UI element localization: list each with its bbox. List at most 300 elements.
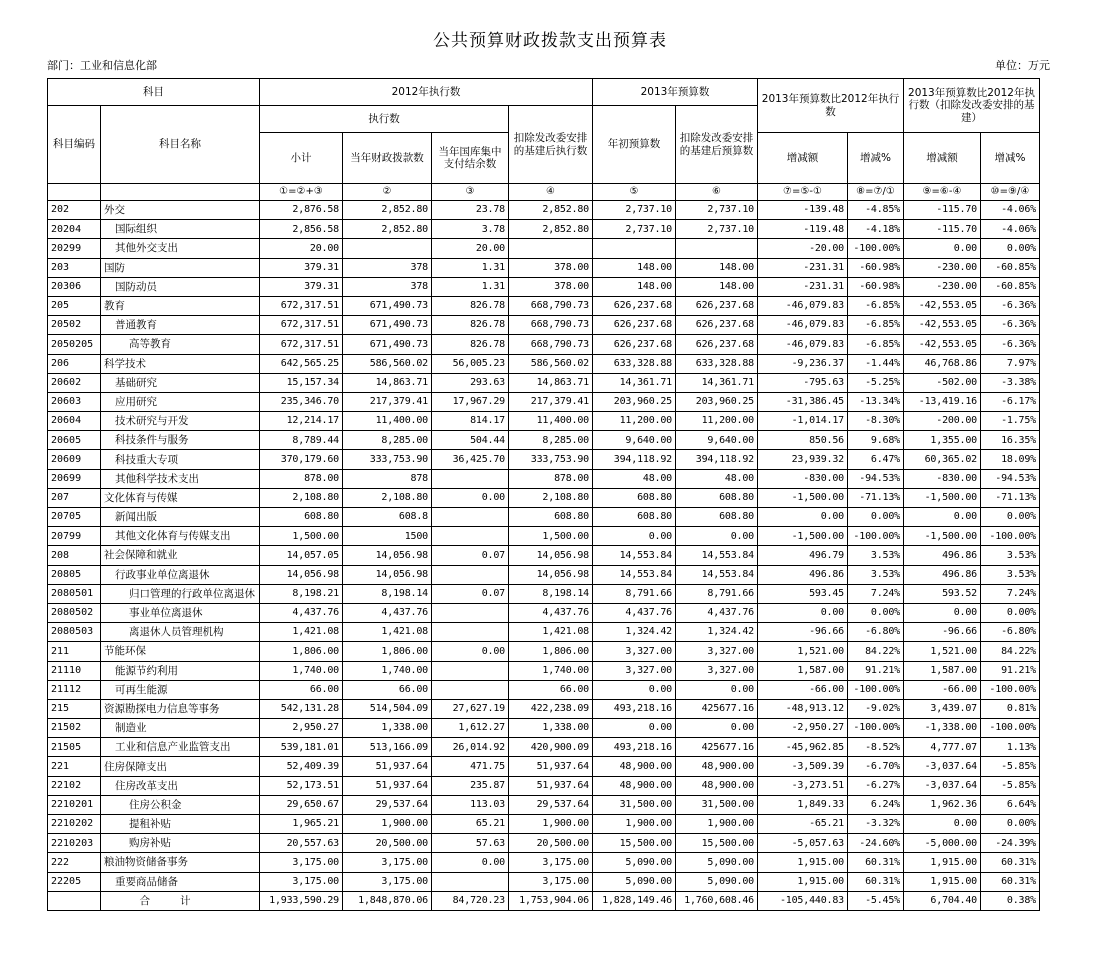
value-cell: 514,504.09 xyxy=(343,699,432,718)
subject-code-cell: 21502 xyxy=(48,719,101,738)
subject-code-cell: 2080501 xyxy=(48,584,101,603)
subject-code-cell: 20204 xyxy=(48,220,101,239)
value-cell: 3,175.00 xyxy=(509,872,593,891)
value-cell: 8,791.66 xyxy=(676,584,758,603)
subject-name-cell: 其他文化体育与传媒支出 xyxy=(101,527,260,546)
value-cell: 4,437.76 xyxy=(343,603,432,622)
value-cell: 1,915.00 xyxy=(758,872,848,891)
value-cell: 20,500.00 xyxy=(509,834,593,853)
value-cell: 333,753.90 xyxy=(343,450,432,469)
value-cell: 217,379.41 xyxy=(343,392,432,411)
value-cell: -6.85% xyxy=(848,335,904,354)
value-cell: 668,790.73 xyxy=(509,296,593,315)
subject-name-cell: 离退休人员管理机构 xyxy=(101,623,260,642)
value-cell: 626,237.68 xyxy=(593,296,676,315)
value-cell: 2,737.10 xyxy=(593,201,676,220)
table-row xyxy=(48,757,1040,776)
value-cell: 6.24% xyxy=(848,795,904,814)
value-cell: -502.00 xyxy=(904,373,981,392)
value-cell: 14,553.84 xyxy=(593,565,676,584)
value-cell xyxy=(593,239,676,258)
value-cell: -5.25% xyxy=(848,373,904,392)
value-cell: 17,967.29 xyxy=(432,392,509,411)
value-cell: 15,157.34 xyxy=(260,373,343,392)
table-row xyxy=(48,508,1040,527)
value-cell: 2,852.80 xyxy=(343,220,432,239)
value-cell: 2,876.58 xyxy=(260,201,343,220)
value-cell: 8,198.21 xyxy=(260,584,343,603)
value-cell: 0.00 xyxy=(904,815,981,834)
subject-code-cell: 211 xyxy=(48,642,101,661)
subject-code-cell: 2080502 xyxy=(48,603,101,622)
value-cell: -31,386.45 xyxy=(758,392,848,411)
subject-code-cell: 207 xyxy=(48,488,101,507)
value-cell: 1,900.00 xyxy=(343,815,432,834)
value-cell: 11,200.00 xyxy=(593,412,676,431)
value-cell: -231.31 xyxy=(758,277,848,296)
value-cell: -115.70 xyxy=(904,201,981,220)
value-cell: -100.00% xyxy=(981,527,1040,546)
value-cell: 1500 xyxy=(343,527,432,546)
subject-name-cell: 住房改革支出 xyxy=(101,776,260,795)
subject-code-cell: 20306 xyxy=(48,277,101,296)
value-cell: 12,214.17 xyxy=(260,412,343,431)
value-cell: 23,939.32 xyxy=(758,450,848,469)
value-cell: -60.98% xyxy=(848,258,904,277)
table-row xyxy=(48,738,1040,757)
unit-label: 单位：万元 xyxy=(995,59,1050,72)
value-cell: -48,913.12 xyxy=(758,699,848,718)
table-row xyxy=(48,450,1040,469)
value-cell: -3.32% xyxy=(848,815,904,834)
value-cell: -60.85% xyxy=(981,258,1040,277)
table-row xyxy=(48,316,1040,335)
value-cell xyxy=(432,603,509,622)
value-cell: 60.31% xyxy=(981,872,1040,891)
value-cell: 3,439.07 xyxy=(904,699,981,718)
value-cell: 586,560.02 xyxy=(509,354,593,373)
value-cell: 504.44 xyxy=(432,431,509,450)
subject-code-cell: 21112 xyxy=(48,680,101,699)
subject-code-cell: 203 xyxy=(48,258,101,277)
value-cell: 0.00 xyxy=(904,508,981,527)
table-row xyxy=(48,603,1040,622)
value-cell xyxy=(432,469,509,488)
value-cell: -100.00% xyxy=(848,239,904,258)
value-cell: 1,740.00 xyxy=(260,661,343,680)
value-cell: 0.00 xyxy=(758,508,848,527)
value-cell: 148.00 xyxy=(676,277,758,296)
value-cell: -3,037.64 xyxy=(904,757,981,776)
value-cell: 379.31 xyxy=(260,277,343,296)
value-cell: 2,856.58 xyxy=(260,220,343,239)
value-cell: 52,409.39 xyxy=(260,757,343,776)
header-budget-2013: 2013年预算数 xyxy=(593,79,758,106)
value-cell: 5,090.00 xyxy=(676,872,758,891)
value-cell: -46,079.83 xyxy=(758,335,848,354)
value-cell: -5.45% xyxy=(848,891,904,910)
subject-code-cell: 20603 xyxy=(48,392,101,411)
value-cell: 0.00 xyxy=(593,680,676,699)
value-cell: 148.00 xyxy=(676,258,758,277)
value-cell: 203,960.25 xyxy=(676,392,758,411)
subject-name-cell: 应用研究 xyxy=(101,392,260,411)
value-cell: -1,500.00 xyxy=(758,527,848,546)
value-cell: -5,000.00 xyxy=(904,834,981,853)
value-cell: 23.78 xyxy=(432,201,509,220)
value-cell: 633,328.88 xyxy=(593,354,676,373)
value-cell: 826.78 xyxy=(432,316,509,335)
value-cell: 9.68% xyxy=(848,431,904,450)
value-cell: 1,900.00 xyxy=(676,815,758,834)
value-cell: -1,338.00 xyxy=(904,719,981,738)
subject-code-cell: 202 xyxy=(48,201,101,220)
value-cell: 2,108.80 xyxy=(260,488,343,507)
value-cell: 471.75 xyxy=(432,757,509,776)
value-cell: 203,960.25 xyxy=(593,392,676,411)
value-cell: -24.39% xyxy=(981,834,1040,853)
subject-name-cell: 国防 xyxy=(101,258,260,277)
value-cell: -2,950.27 xyxy=(758,719,848,738)
value-cell: 8,789.44 xyxy=(260,431,343,450)
value-cell: -1,500.00 xyxy=(904,527,981,546)
subject-code-cell: 2080503 xyxy=(48,623,101,642)
subject-name-cell: 文化体育与传媒 xyxy=(101,488,260,507)
value-cell: 3,327.00 xyxy=(676,661,758,680)
value-cell: 8,198.14 xyxy=(343,584,432,603)
value-cell: -71.13% xyxy=(981,488,1040,507)
value-cell: 2,852.80 xyxy=(343,201,432,220)
value-cell: 2,108.80 xyxy=(509,488,593,507)
table-row xyxy=(48,565,1040,584)
value-cell: 6,704.40 xyxy=(904,891,981,910)
value-cell: 0.00% xyxy=(981,603,1040,622)
value-cell: 593.52 xyxy=(904,584,981,603)
value-cell: 608.80 xyxy=(593,488,676,507)
value-cell: 1,421.08 xyxy=(260,623,343,642)
subject-code-cell: 221 xyxy=(48,757,101,776)
value-cell: 11,200.00 xyxy=(676,412,758,431)
value-cell: 14,553.84 xyxy=(676,546,758,565)
value-cell: 14,056.98 xyxy=(509,565,593,584)
subject-code-cell: 21505 xyxy=(48,738,101,757)
value-cell: 1.31 xyxy=(432,258,509,277)
value-cell: 235,346.70 xyxy=(260,392,343,411)
value-cell: 29,650.67 xyxy=(260,795,343,814)
value-cell: 15,500.00 xyxy=(676,834,758,853)
subject-name-cell: 科学技术 xyxy=(101,354,260,373)
subject-name-cell: 住房公积金 xyxy=(101,795,260,814)
value-cell: 878.00 xyxy=(260,469,343,488)
value-cell: -3,273.51 xyxy=(758,776,848,795)
value-cell: 8,285.00 xyxy=(343,431,432,450)
table-row xyxy=(48,719,1040,738)
value-cell: 3,175.00 xyxy=(260,853,343,872)
value-cell: 814.17 xyxy=(432,412,509,431)
subject-code-cell: 20705 xyxy=(48,508,101,527)
value-cell: -66.00 xyxy=(904,680,981,699)
value-cell: 6.47% xyxy=(848,450,904,469)
value-cell: -139.48 xyxy=(758,201,848,220)
value-cell: 633,328.88 xyxy=(676,354,758,373)
value-cell: 48.00 xyxy=(676,469,758,488)
value-cell: 394,118.92 xyxy=(593,450,676,469)
value-cell: 60.31% xyxy=(848,853,904,872)
value-cell: 608.80 xyxy=(509,508,593,527)
value-cell: -42,553.05 xyxy=(904,335,981,354)
value-cell: 826.78 xyxy=(432,335,509,354)
value-cell: 14,056.98 xyxy=(343,546,432,565)
value-cell: 8,791.66 xyxy=(593,584,676,603)
value-cell: -71.13% xyxy=(848,488,904,507)
value-cell: 379.31 xyxy=(260,258,343,277)
value-cell: 542,131.28 xyxy=(260,699,343,718)
subject-name-cell: 节能环保 xyxy=(101,642,260,661)
value-cell: 378.00 xyxy=(509,277,593,296)
value-cell: 3.53% xyxy=(981,565,1040,584)
table-row xyxy=(48,354,1040,373)
value-cell: 0.81% xyxy=(981,699,1040,718)
subject-code-cell: 215 xyxy=(48,699,101,718)
value-cell: -119.48 xyxy=(758,220,848,239)
subject-name-cell: 技术研究与开发 xyxy=(101,412,260,431)
value-cell: 1,753,904.06 xyxy=(509,891,593,910)
value-cell: 493,218.16 xyxy=(593,738,676,757)
subject-code-cell: 22205 xyxy=(48,872,101,891)
value-cell: 608.80 xyxy=(676,508,758,527)
value-cell: 0.00% xyxy=(848,508,904,527)
value-cell: 626,237.68 xyxy=(676,316,758,335)
value-cell: 9,640.00 xyxy=(593,431,676,450)
value-cell: 496.86 xyxy=(904,565,981,584)
page-title: 公共预算财政拨款支出预算表 xyxy=(433,31,667,51)
value-cell: 48,900.00 xyxy=(676,776,758,795)
value-cell: 425677.16 xyxy=(676,738,758,757)
value-cell: 1,915.00 xyxy=(758,853,848,872)
value-cell: 1,500.00 xyxy=(509,527,593,546)
value-cell: 20,557.63 xyxy=(260,834,343,853)
value-cell: 14,057.05 xyxy=(260,546,343,565)
value-cell: 642,565.25 xyxy=(260,354,343,373)
value-cell: 1.31 xyxy=(432,277,509,296)
table-row xyxy=(48,527,1040,546)
header-exec-2012: 2012年执行数 xyxy=(260,79,593,106)
value-cell: -96.66 xyxy=(904,623,981,642)
value-cell: 91.21% xyxy=(981,661,1040,680)
value-cell: 148.00 xyxy=(593,277,676,296)
value-cell: -9.02% xyxy=(848,699,904,718)
subject-name-cell: 科技重大专项 xyxy=(101,450,260,469)
subject-code-cell: 22102 xyxy=(48,776,101,795)
subject-name-cell: 行政事业单位离退休 xyxy=(101,565,260,584)
value-cell: 51,937.64 xyxy=(509,776,593,795)
value-cell: -1,500.00 xyxy=(904,488,981,507)
value-cell: 671,490.73 xyxy=(343,316,432,335)
value-cell: 1,324.42 xyxy=(593,623,676,642)
value-cell: 2,852.80 xyxy=(509,220,593,239)
value-cell: 5,090.00 xyxy=(593,872,676,891)
value-cell: 1,933,590.29 xyxy=(260,891,343,910)
subject-code-cell: 20604 xyxy=(48,412,101,431)
value-cell: -60.98% xyxy=(848,277,904,296)
value-cell: -3.38% xyxy=(981,373,1040,392)
value-cell: 48.00 xyxy=(593,469,676,488)
subject-name-cell: 普通教育 xyxy=(101,316,260,335)
value-cell: 4,437.76 xyxy=(676,603,758,622)
header-exec: 执行数 xyxy=(260,106,509,133)
value-cell: 14,553.84 xyxy=(676,565,758,584)
header-index-blank xyxy=(101,184,260,201)
table-row xyxy=(48,469,1040,488)
table-row xyxy=(48,623,1040,642)
value-cell: 626,237.68 xyxy=(593,316,676,335)
value-cell: 2,852.80 xyxy=(509,201,593,220)
value-cell: 11,400.00 xyxy=(343,412,432,431)
value-cell: 593.45 xyxy=(758,584,848,603)
value-cell: 378 xyxy=(343,277,432,296)
value-cell: 0.00 xyxy=(904,239,981,258)
table-row xyxy=(48,546,1040,565)
value-cell: 8,285.00 xyxy=(509,431,593,450)
value-cell: -6.36% xyxy=(981,335,1040,354)
value-cell: -42,553.05 xyxy=(904,296,981,315)
subject-code-cell: 2210203 xyxy=(48,834,101,853)
value-cell: -6.36% xyxy=(981,296,1040,315)
value-cell: 16.35% xyxy=(981,431,1040,450)
value-cell xyxy=(432,527,509,546)
value-cell: 0.00 xyxy=(593,719,676,738)
table-row xyxy=(48,201,1040,220)
value-cell: 0.00 xyxy=(432,488,509,507)
value-cell: 9,640.00 xyxy=(676,431,758,450)
value-cell: -6.80% xyxy=(848,623,904,642)
value-cell: 496.86 xyxy=(904,546,981,565)
subject-name-cell: 基础研究 xyxy=(101,373,260,392)
header-exec-excl: 扣除发改委安排的基建后执行数 xyxy=(509,106,593,184)
value-cell: 1,338.00 xyxy=(343,719,432,738)
subject-name-cell: 科技条件与服务 xyxy=(101,431,260,450)
value-cell: 29,537.64 xyxy=(343,795,432,814)
value-cell: 878.00 xyxy=(509,469,593,488)
value-cell: 672,317.51 xyxy=(260,316,343,335)
table-row xyxy=(48,239,1040,258)
value-cell: 66.00 xyxy=(343,680,432,699)
value-cell: 29,537.64 xyxy=(509,795,593,814)
value-cell: 668,790.73 xyxy=(509,316,593,335)
subject-name-cell: 购房补贴 xyxy=(101,834,260,853)
header-subject: 科目 xyxy=(48,79,260,106)
value-cell xyxy=(509,239,593,258)
table-row xyxy=(48,488,1040,507)
table-row xyxy=(48,335,1040,354)
header-budget-excl: 扣除发改委安排的基建后预算数 xyxy=(676,106,758,184)
value-cell: 51,937.64 xyxy=(509,757,593,776)
value-cell xyxy=(432,508,509,527)
subject-name-cell: 事业单位离退休 xyxy=(101,603,260,622)
value-cell: -4.18% xyxy=(848,220,904,239)
value-cell: 48,900.00 xyxy=(676,757,758,776)
value-cell: -42,553.05 xyxy=(904,316,981,335)
value-cell: 0.00 xyxy=(758,603,848,622)
value-cell: 60,365.02 xyxy=(904,450,981,469)
value-cell: 235.87 xyxy=(432,776,509,795)
value-cell: 113.03 xyxy=(432,795,509,814)
value-cell: 3,175.00 xyxy=(260,872,343,891)
value-cell: -45,962.85 xyxy=(758,738,848,757)
header-index-blank xyxy=(48,184,101,201)
budget-table xyxy=(47,78,1040,911)
value-cell: -4.06% xyxy=(981,220,1040,239)
subject-name-cell: 工业和信息产业监管支出 xyxy=(101,738,260,757)
value-cell: 1,806.00 xyxy=(260,642,343,661)
value-cell: 0.00% xyxy=(848,603,904,622)
header-delta-1: 增减额 xyxy=(758,133,848,184)
header-index: ⑩=⑨/④ xyxy=(981,184,1040,201)
value-cell: -20.00 xyxy=(758,239,848,258)
table-row xyxy=(48,584,1040,603)
value-cell: 293.63 xyxy=(432,373,509,392)
value-cell: -100.00% xyxy=(848,527,904,546)
value-cell: 0.00 xyxy=(904,603,981,622)
value-cell: 496.86 xyxy=(758,565,848,584)
value-cell: 671,490.73 xyxy=(343,335,432,354)
value-cell: -6.70% xyxy=(848,757,904,776)
subject-name-cell: 重要商品储备 xyxy=(101,872,260,891)
header-index: ①=②+③ xyxy=(260,184,343,201)
subject-name-cell: 粮油物资储备事务 xyxy=(101,853,260,872)
value-cell: 850.56 xyxy=(758,431,848,450)
value-cell: 3,175.00 xyxy=(343,872,432,891)
value-cell: 20.00 xyxy=(260,239,343,258)
value-cell: 1,338.00 xyxy=(509,719,593,738)
value-cell: 826.78 xyxy=(432,296,509,315)
subject-code-cell: 2210201 xyxy=(48,795,101,814)
value-cell: -60.85% xyxy=(981,277,1040,296)
subject-code-cell: 21110 xyxy=(48,661,101,680)
value-cell: -1.44% xyxy=(848,354,904,373)
table-header xyxy=(48,79,1040,201)
value-cell: 3.53% xyxy=(981,546,1040,565)
value-cell: 2,737.10 xyxy=(593,220,676,239)
subject-code-cell: 20609 xyxy=(48,450,101,469)
value-cell: 11,400.00 xyxy=(509,412,593,431)
table-row xyxy=(48,776,1040,795)
table-row xyxy=(48,853,1040,872)
value-cell: -13,419.16 xyxy=(904,392,981,411)
subject-name-cell: 住房保障支出 xyxy=(101,757,260,776)
value-cell: 1,828,149.46 xyxy=(593,891,676,910)
value-cell: 14,361.71 xyxy=(676,373,758,392)
value-cell: -66.00 xyxy=(758,680,848,699)
table-row xyxy=(48,258,1040,277)
table-row xyxy=(48,699,1040,718)
value-cell: 148.00 xyxy=(593,258,676,277)
value-cell: 608.80 xyxy=(593,508,676,527)
value-cell: 493,218.16 xyxy=(593,699,676,718)
value-cell: 1,421.08 xyxy=(343,623,432,642)
value-cell: 1,915.00 xyxy=(904,853,981,872)
value-cell: -9,236.37 xyxy=(758,354,848,373)
header-subtotal: 小计 xyxy=(260,133,343,184)
value-cell: 14,863.71 xyxy=(509,373,593,392)
subject-code-cell: 222 xyxy=(48,853,101,872)
value-cell: 1,612.27 xyxy=(432,719,509,738)
value-cell: -100.00% xyxy=(981,680,1040,699)
value-cell xyxy=(432,661,509,680)
subject-name-cell: 教育 xyxy=(101,296,260,315)
value-cell: 608.8 xyxy=(343,508,432,527)
value-cell: 8,198.14 xyxy=(509,584,593,603)
